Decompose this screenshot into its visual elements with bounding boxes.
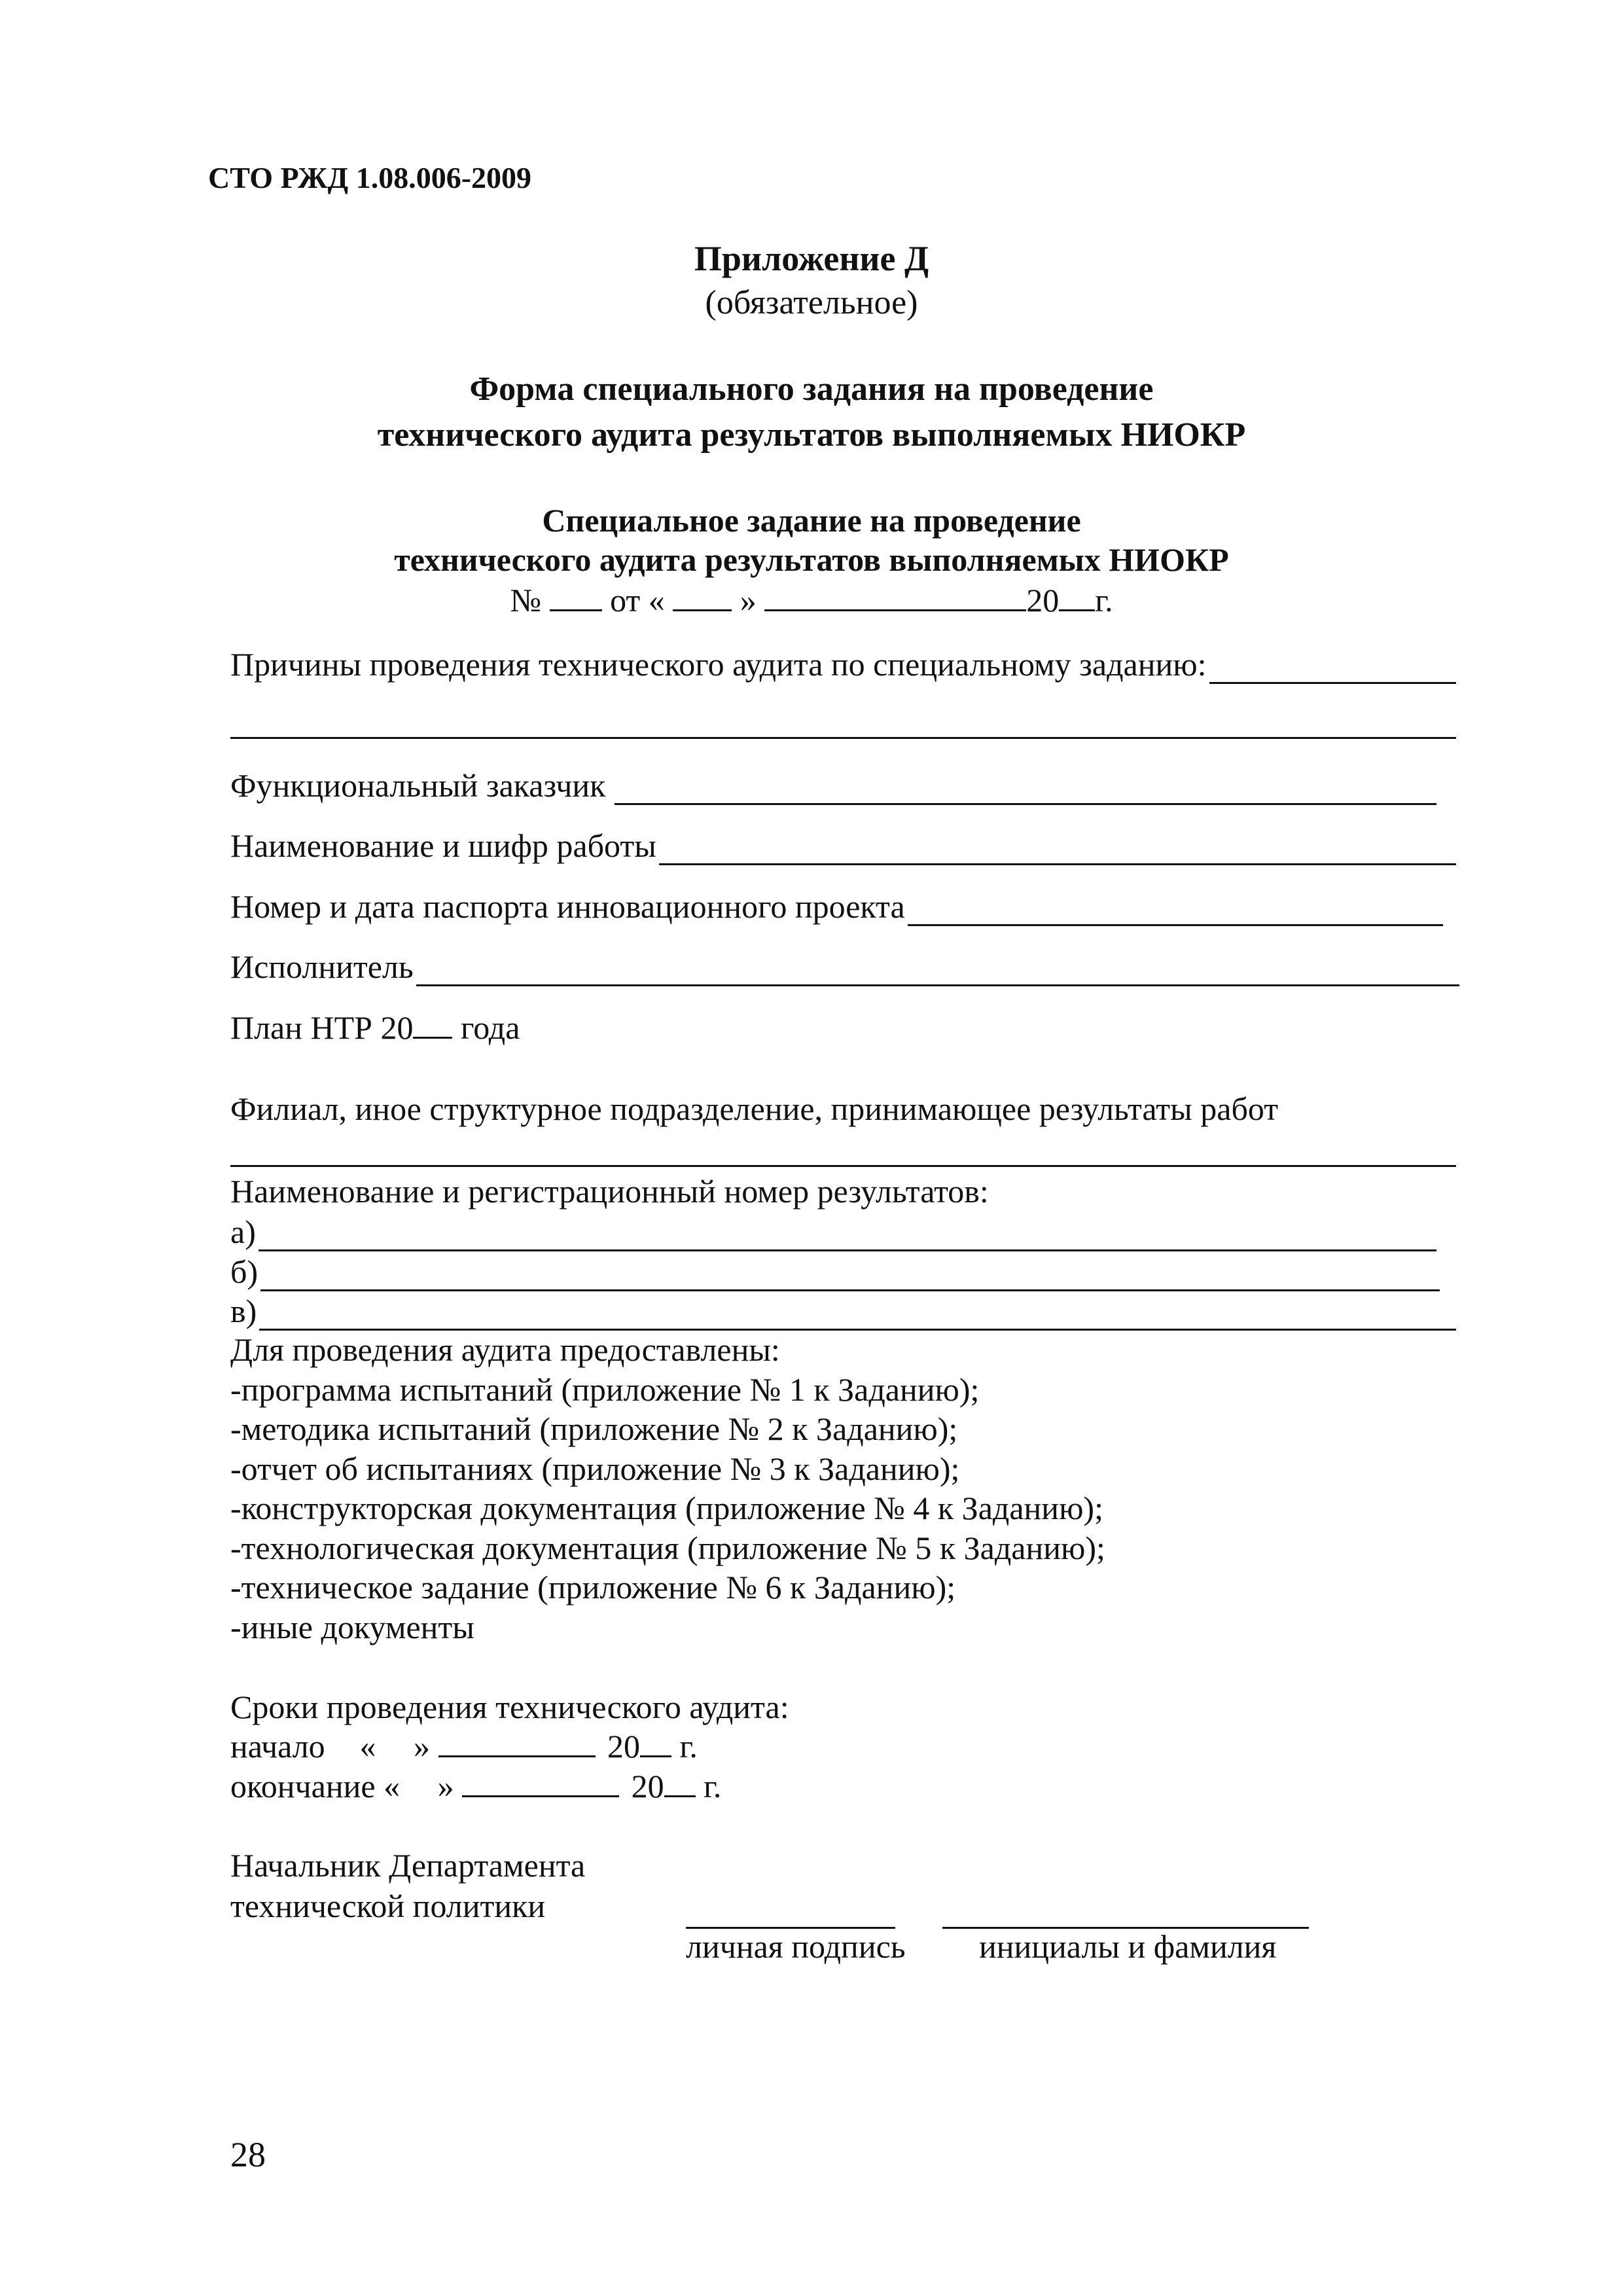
signature-sign-label: личная подпись <box>686 1928 906 1965</box>
provided-item: -методика испытаний (приложение № 2 к Заданию); <box>230 1410 958 1447</box>
appendix-subtitle: (обязательное) <box>705 284 918 321</box>
provided-item: -техническое задание (приложение № 6 к Заданию); <box>230 1569 956 1605</box>
provided-item: -программа испытаний (приложение № 1 к Заданию); <box>230 1371 980 1408</box>
results-label: Наименование и регистрационный номер результатов: <box>230 1173 989 1210</box>
provided-heading: Для проведения аудита предоставлены: <box>230 1331 780 1368</box>
customer-input-line[interactable] <box>615 773 1436 805</box>
result-b-field[interactable] <box>230 1252 1440 1291</box>
reasons-field[interactable] <box>230 645 1456 684</box>
passport-label: Номер и дата паспорта инновационного проекта <box>230 888 905 925</box>
passport-input-line[interactable] <box>908 894 1443 926</box>
work-name-label: Наименование и шифр работы <box>230 827 656 864</box>
appendix-title: Приложение Д <box>694 239 929 278</box>
passport-field[interactable] <box>230 887 1443 926</box>
result-a-field[interactable] <box>230 1212 1436 1251</box>
terms-heading: Сроки проведения технического аудита: <box>230 1689 789 1725</box>
customer-label: Функциональный заказчик <box>230 767 606 804</box>
branch-label: Филиал, иное структурное подразделение, принимающее результаты работ <box>230 1090 1279 1127</box>
task-title-line2: технического аудита результатов выполняемых НИОКР <box>394 541 1229 578</box>
task-number-line: № от « » 20 г. <box>510 582 1113 619</box>
work-name-field[interactable] <box>230 826 1456 865</box>
signature-name-label: инициалы и фамилия <box>979 1928 1277 1965</box>
plan-line: План НТР 20 года <box>230 1009 520 1046</box>
task-title-line1: Специальное задание на проведение <box>542 502 1081 539</box>
provided-item: -конструкторская документация (приложение № 4 к Заданию); <box>230 1490 1103 1526</box>
signature-position-line1: Начальник Департамента <box>230 1847 586 1884</box>
executor-field[interactable] <box>230 947 1459 986</box>
form-title-line1: Форма специального задания на проведение <box>469 370 1154 408</box>
result-c-input-line[interactable] <box>259 1299 1456 1331</box>
document-code: СТО РЖД 1.08.006-2009 <box>208 161 532 194</box>
provided-item: -иные документы <box>230 1609 474 1645</box>
reasons-continuation-line[interactable] <box>230 737 1456 739</box>
customer-field[interactable] <box>230 766 1436 805</box>
result-a-input-line[interactable] <box>259 1219 1436 1251</box>
signature-position-line2: технической политики <box>230 1888 546 1924</box>
result-b-label: б) <box>230 1253 259 1290</box>
provided-item: -отчет об испытаниях (приложение № 3 к Заданию); <box>230 1450 960 1487</box>
provided-item: -технологическая документация (приложение № 5 к Заданию); <box>230 1530 1105 1566</box>
result-a-label: а) <box>230 1213 256 1250</box>
page-number: 28 <box>230 2135 266 2174</box>
reasons-label: Причины проведения технического аудита по специальному заданию: <box>230 646 1207 683</box>
reasons-input-line[interactable] <box>1209 652 1456 684</box>
form-title-line2: технического аудита результатов выполняемых НИОКР <box>377 416 1246 454</box>
terms-start-line: начало « » 20 г. <box>230 1728 698 1765</box>
result-b-input-line[interactable] <box>260 1259 1440 1291</box>
work-name-input-line[interactable] <box>659 833 1456 865</box>
executor-input-line[interactable] <box>416 954 1459 986</box>
executor-label: Исполнитель <box>230 948 414 985</box>
branch-input-line[interactable] <box>230 1165 1456 1167</box>
result-c-label: в) <box>230 1293 257 1329</box>
terms-end-line: окончание « » 20 г. <box>230 1768 722 1804</box>
result-c-field[interactable] <box>230 1291 1456 1331</box>
